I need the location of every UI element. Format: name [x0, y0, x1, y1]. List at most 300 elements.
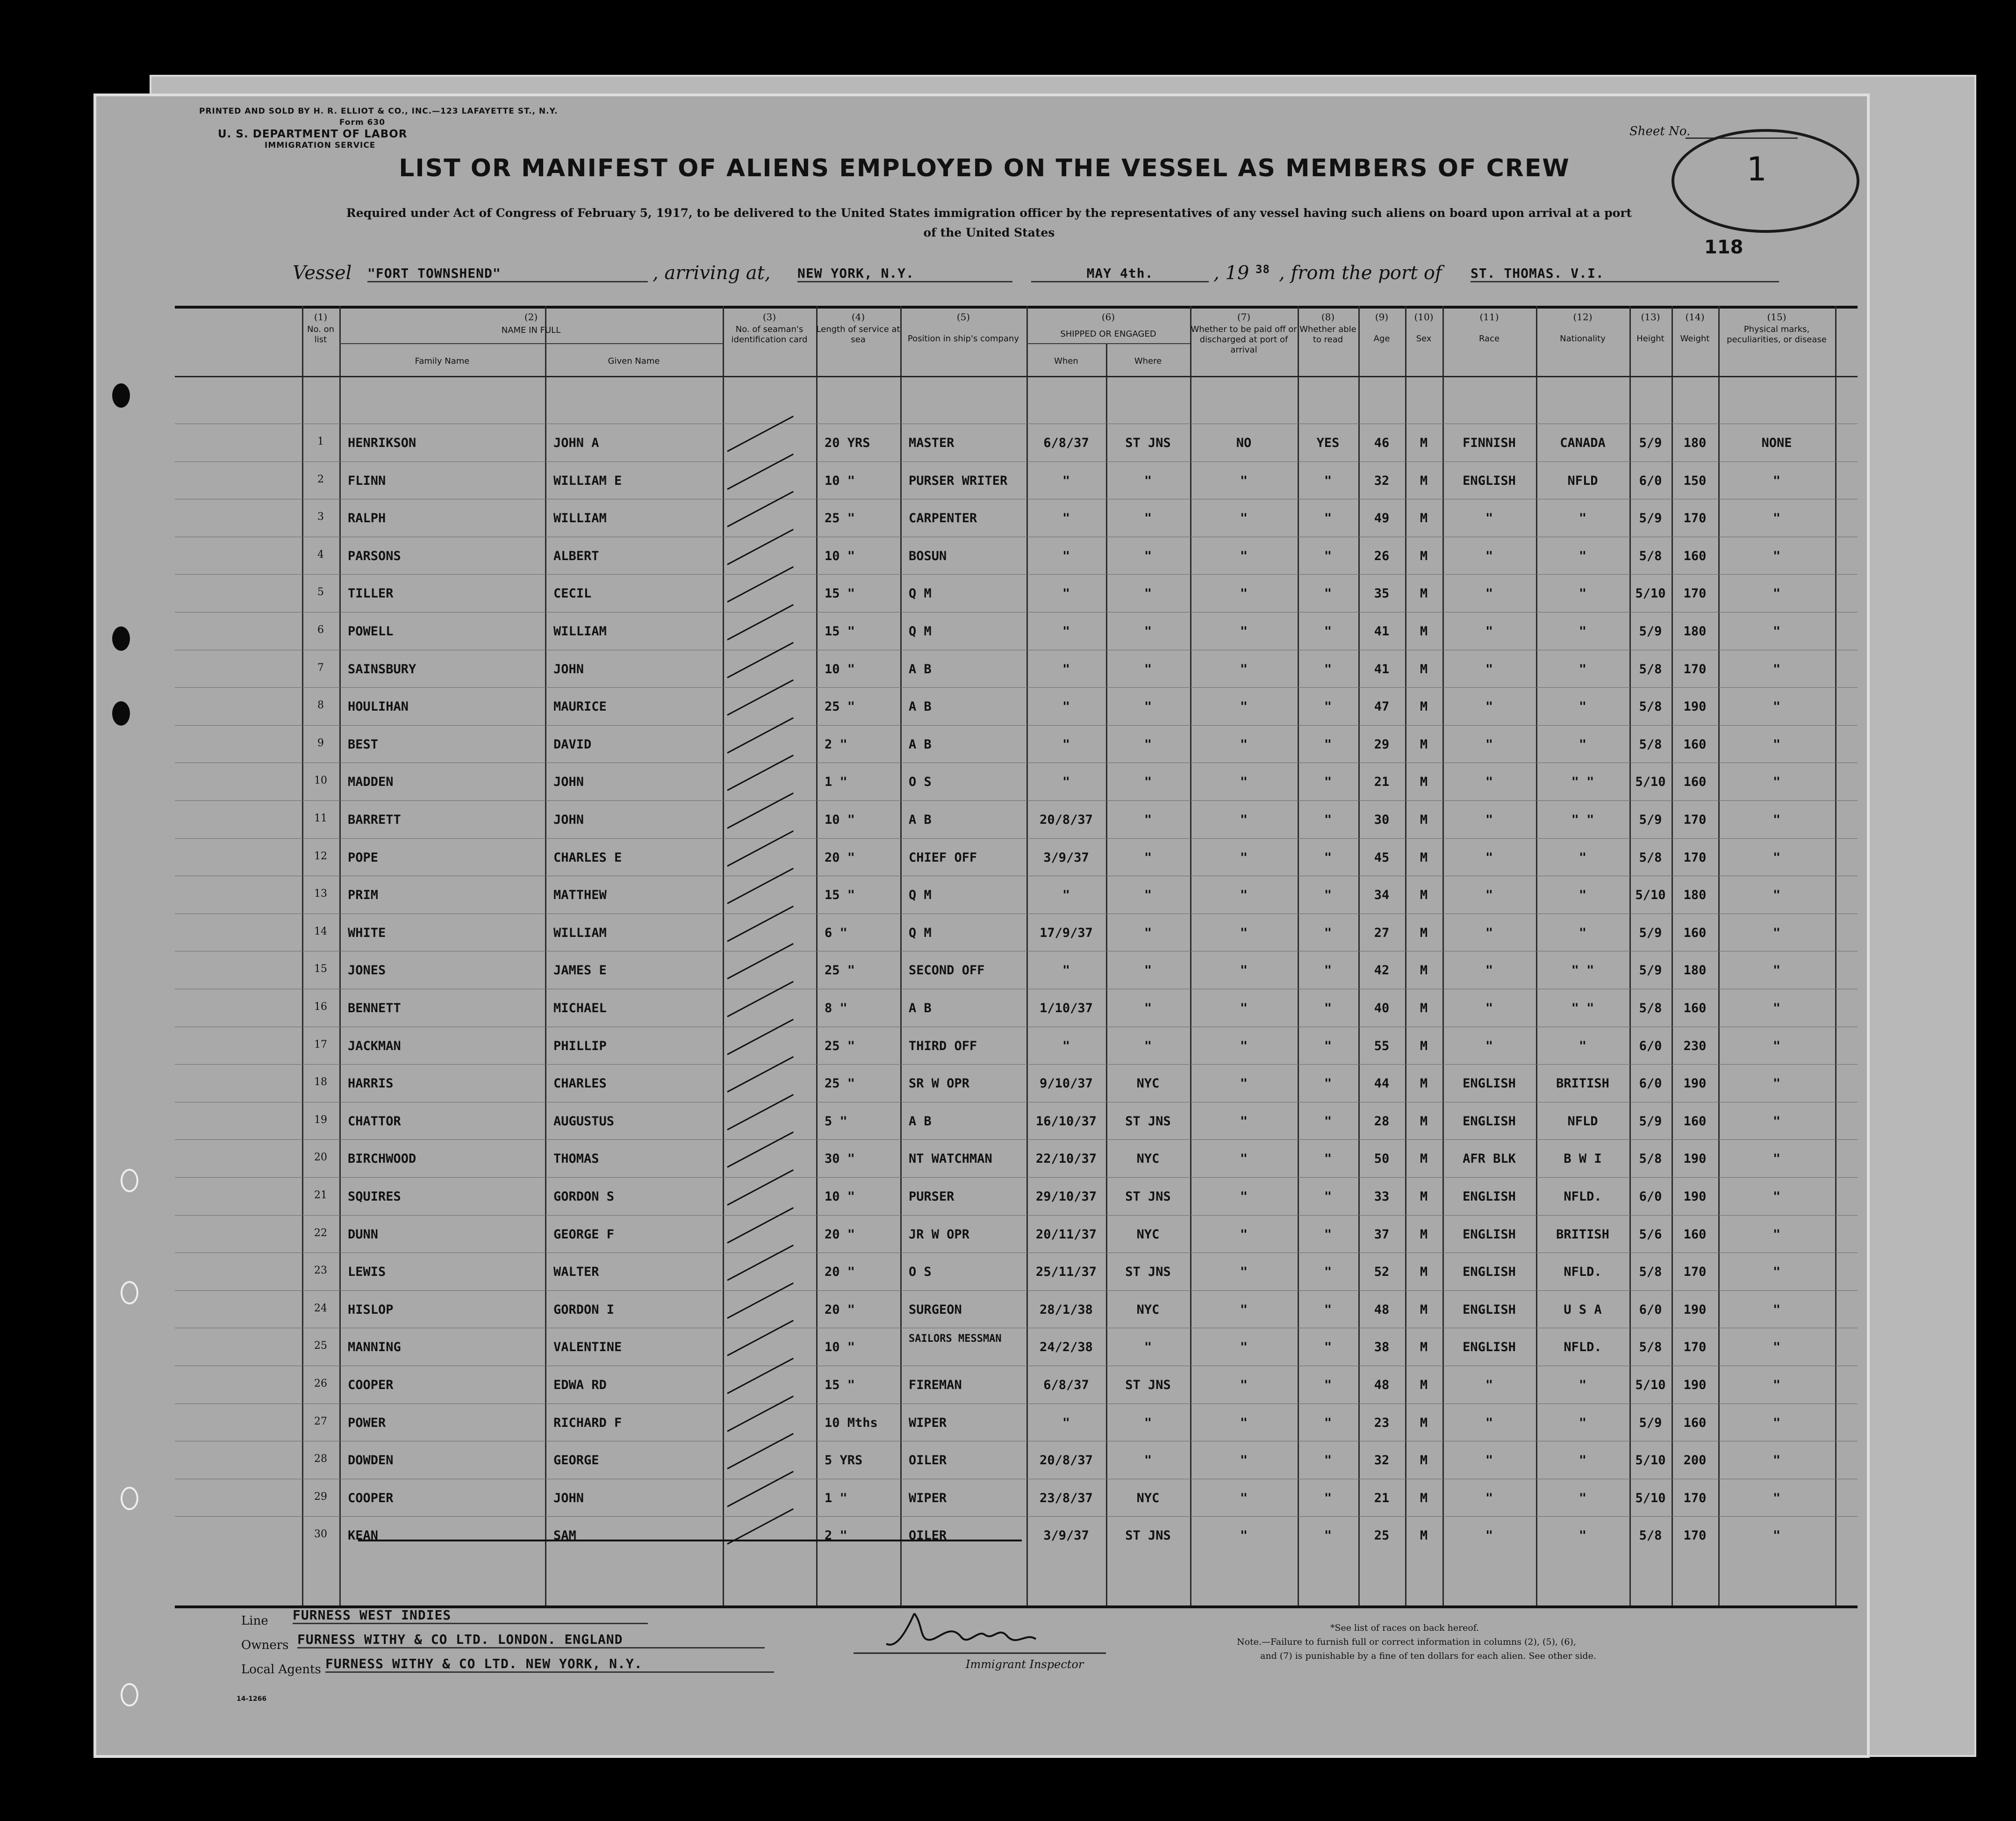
cell-when: 17/9/37	[1040, 925, 1093, 940]
cell-when: "	[1062, 1038, 1070, 1053]
cell-age: 34	[1374, 888, 1390, 903]
cell-nationality: "	[1578, 1528, 1587, 1543]
subtitle-line-2: of the United States	[923, 226, 1055, 239]
row-number: 30	[314, 1528, 327, 1540]
column-number: (13)	[1641, 311, 1660, 323]
cell-when: 1/10/37	[1040, 1001, 1093, 1015]
cell-when: 22/10/37	[1035, 1152, 1097, 1166]
cell-age: 41	[1374, 662, 1390, 677]
row-number: 29	[314, 1490, 327, 1503]
cell-nationality: "	[1578, 511, 1587, 526]
seaman-card-slash	[727, 830, 794, 867]
row-number: 5	[317, 586, 324, 598]
cell-nationality: U S A	[1564, 1302, 1602, 1317]
table-top-border	[175, 306, 1858, 309]
cell-paid: "	[1240, 1076, 1248, 1091]
column-header-length-service: Length of service at sea	[816, 324, 900, 345]
cell-read: "	[1324, 473, 1332, 488]
cell-given: GORDON I	[553, 1302, 615, 1317]
cell-where: "	[1144, 775, 1152, 790]
cell-position: BOSUN	[909, 548, 947, 563]
cell-paid: "	[1240, 511, 1248, 526]
row-rule	[175, 1064, 1858, 1065]
cell-read: "	[1324, 1114, 1332, 1129]
cell-height: 5/9	[1639, 1114, 1662, 1129]
cell-position: NT WATCHMAN	[909, 1152, 992, 1166]
cell-race: "	[1485, 1528, 1493, 1543]
cell-service: 30 "	[825, 1152, 855, 1166]
cell-read: "	[1324, 548, 1332, 563]
seaman-card-slash	[727, 1094, 794, 1130]
cell-age: 21	[1374, 775, 1390, 790]
year-suffix: 38	[1256, 263, 1270, 276]
cell-sex: M	[1420, 1415, 1428, 1430]
cell-service: 20 "	[825, 850, 855, 865]
from-label: , from the port of	[1279, 262, 1442, 284]
column-separator	[339, 306, 341, 1605]
column-header-height: Height	[1636, 334, 1664, 344]
cell-family: POWER	[348, 1415, 386, 1430]
cell-service: 20 "	[825, 1265, 855, 1280]
cell-weight: 170	[1683, 1528, 1707, 1543]
cell-marks: "	[1772, 1340, 1781, 1355]
row-number: 14	[314, 925, 327, 937]
cell-position: SECOND OFF	[909, 963, 985, 978]
cell-race: ENGLISH	[1463, 473, 1516, 488]
cell-given: WILLIAM	[553, 925, 607, 940]
cell-age: 37	[1374, 1227, 1390, 1242]
punch-hole	[112, 383, 130, 408]
cell-race: "	[1485, 1378, 1493, 1392]
cell-family: DOWDEN	[348, 1453, 394, 1468]
cell-nationality: "	[1578, 925, 1587, 940]
cell-given: WILLIAM	[553, 624, 607, 639]
cell-marks: "	[1772, 888, 1781, 903]
cell-weight: 180	[1683, 624, 1707, 639]
cell-given: GEORGE	[553, 1453, 599, 1468]
cell-service: 5 YRS	[825, 1453, 863, 1468]
cell-weight: 190	[1683, 1152, 1707, 1166]
row-number: 3	[317, 511, 324, 523]
cell-when: "	[1062, 737, 1070, 752]
column-number: (3)	[762, 311, 776, 323]
seaman-card-slash	[727, 679, 794, 716]
name-header-rule	[339, 343, 723, 344]
cell-sex: M	[1420, 1076, 1428, 1091]
cell-race: "	[1485, 925, 1493, 940]
column-separator	[302, 306, 303, 1605]
row-number: 21	[314, 1189, 327, 1201]
cell-height: 5/10	[1635, 888, 1666, 903]
cell-family: COOPER	[348, 1490, 394, 1505]
cell-paid: "	[1240, 1189, 1248, 1204]
row-rule	[175, 461, 1858, 462]
shipped-header-rule	[1026, 343, 1190, 344]
cell-where: "	[1144, 511, 1152, 526]
row-number: 8	[317, 699, 324, 712]
cell-weight: 180	[1683, 888, 1707, 903]
seaman-card-slash	[727, 491, 794, 527]
cell-paid: "	[1240, 548, 1248, 563]
cell-position: A B	[909, 662, 932, 677]
cell-position: SR W OPR	[909, 1076, 970, 1091]
cell-paid: "	[1240, 1038, 1248, 1053]
cell-age: 32	[1374, 473, 1390, 488]
cell-marks: "	[1772, 511, 1781, 526]
cell-given: WILLIAM	[553, 511, 607, 526]
cell-family: JONES	[348, 963, 386, 978]
seaman-card-slash	[727, 529, 794, 565]
cell-family: BENNETT	[348, 1001, 401, 1015]
cell-position: A B	[909, 699, 932, 714]
cell-sex: M	[1420, 1302, 1428, 1317]
column-number: (10)	[1414, 311, 1434, 323]
column-number: (12)	[1573, 311, 1593, 323]
cell-sex: M	[1420, 436, 1428, 450]
cell-race: "	[1485, 662, 1493, 677]
cell-read: "	[1324, 813, 1332, 827]
cell-age: 48	[1374, 1302, 1390, 1317]
cell-service: 25 "	[825, 1076, 855, 1091]
cell-height: 5/8	[1639, 1265, 1662, 1280]
cell-nationality: "	[1578, 548, 1587, 563]
column-number: (11)	[1479, 311, 1499, 323]
cell-family: SQUIRES	[348, 1189, 401, 1204]
cell-marks: "	[1772, 1076, 1781, 1091]
cell-family: BARRETT	[348, 813, 401, 827]
cell-given: WILLIAM E	[553, 473, 622, 488]
column-number: (4)	[851, 311, 865, 323]
column-separator	[1298, 306, 1299, 1605]
cell-given: PHILLIP	[553, 1038, 607, 1053]
cell-read: "	[1324, 1152, 1332, 1166]
column-separator	[1026, 306, 1028, 1605]
cell-weight: 160	[1683, 1001, 1707, 1015]
cell-nationality: "	[1578, 1415, 1587, 1430]
seaman-card-slash	[727, 1282, 794, 1319]
cell-sex: M	[1420, 1340, 1428, 1355]
cell-when: 6/8/37	[1043, 1378, 1089, 1392]
cell-paid: "	[1240, 662, 1248, 677]
cell-position: O S	[909, 1265, 932, 1280]
arrival-date: MAY 4th.	[1031, 266, 1209, 282]
cell-race: "	[1485, 888, 1493, 903]
arriving-label: , arriving at,	[653, 262, 771, 284]
cell-height: 6/0	[1639, 1302, 1662, 1317]
cell-height: 5/10	[1635, 586, 1666, 601]
cell-given: JOHN A	[553, 436, 599, 450]
local-agents-value: FURNESS WITHY & CO LTD. NEW YORK, N.Y.	[325, 1656, 774, 1673]
cell-sex: M	[1420, 925, 1428, 940]
cell-paid: NO	[1236, 436, 1252, 450]
cell-weight: 190	[1683, 1076, 1707, 1091]
cell-nationality: "	[1578, 699, 1587, 714]
cell-where: "	[1144, 586, 1152, 601]
column-number: (5)	[956, 311, 970, 323]
row-number: 20	[314, 1152, 327, 1164]
cell-where: "	[1144, 548, 1152, 563]
binder-ring-mark	[121, 1487, 138, 1510]
cell-marks: "	[1772, 1152, 1781, 1166]
column-separator	[1358, 306, 1360, 1605]
cell-marks: "	[1772, 1227, 1781, 1242]
cell-when: 9/10/37	[1040, 1076, 1093, 1091]
cell-given: EDWA RD	[553, 1378, 607, 1392]
cell-sex: M	[1420, 662, 1428, 677]
cell-age: 55	[1374, 1038, 1390, 1053]
cell-sex: M	[1420, 850, 1428, 865]
cell-paid: "	[1240, 699, 1248, 714]
cell-weight: 170	[1683, 1490, 1707, 1505]
cell-paid: "	[1240, 1265, 1248, 1280]
header-bottom-rule	[175, 376, 1858, 377]
cell-given: DAVID	[553, 737, 592, 752]
cell-nationality: CANADA	[1560, 436, 1606, 450]
cell-family: KEAN	[348, 1528, 379, 1543]
cell-weight: 160	[1683, 548, 1707, 563]
cell-given: SAM	[553, 1528, 576, 1543]
row-rule	[175, 1177, 1858, 1178]
cell-read: "	[1324, 511, 1332, 526]
cell-marks: "	[1772, 699, 1781, 714]
cell-race: ENGLISH	[1463, 1302, 1516, 1317]
row-number: 23	[314, 1265, 327, 1277]
cell-when: "	[1062, 473, 1070, 488]
row-number: 25	[314, 1340, 327, 1352]
cell-sex: M	[1420, 1528, 1428, 1543]
row-number: 27	[314, 1415, 327, 1427]
cell-where: NYC	[1136, 1490, 1160, 1505]
cell-paid: "	[1240, 1302, 1248, 1317]
vessel-name: "FORT TOWNSHEND"	[367, 266, 648, 282]
cell-age: 45	[1374, 850, 1390, 865]
seaman-card-slash	[727, 1207, 794, 1244]
cell-when: "	[1062, 662, 1070, 677]
cell-height: 5/8	[1639, 548, 1662, 563]
cell-sex: M	[1420, 1378, 1428, 1392]
column-header-given-name: Given Name	[608, 356, 660, 366]
cell-sex: M	[1420, 1265, 1428, 1280]
cell-nationality: "	[1578, 1490, 1587, 1505]
cell-position: OILER	[909, 1528, 947, 1543]
cell-family: MADDEN	[348, 775, 394, 790]
cell-sex: M	[1420, 1114, 1428, 1129]
cell-nationality: "	[1578, 586, 1587, 601]
end-of-list-rule	[358, 1540, 1022, 1541]
row-rule	[175, 800, 1858, 801]
cell-when: "	[1062, 775, 1070, 790]
seaman-card-slash	[727, 566, 794, 603]
cell-position: A B	[909, 737, 932, 752]
cell-read: "	[1324, 1189, 1332, 1204]
owners-label: Owners	[241, 1638, 289, 1652]
cell-nationality: "	[1578, 1038, 1587, 1053]
line-value: FURNESS WEST INDIES	[293, 1607, 648, 1624]
cell-service: 15 "	[825, 586, 855, 601]
seaman-card-slash	[727, 416, 794, 452]
cell-paid: "	[1240, 737, 1248, 752]
cell-where: "	[1144, 925, 1152, 940]
cell-sex: M	[1420, 586, 1428, 601]
owners-value: FURNESS WITHY & CO LTD. LONDON. ENGLAND	[297, 1632, 765, 1648]
cell-where: "	[1144, 1038, 1152, 1053]
cell-race: "	[1485, 586, 1493, 601]
cell-marks: "	[1772, 1415, 1781, 1430]
cell-marks: "	[1772, 473, 1781, 488]
cell-nationality: NFLD	[1567, 1114, 1598, 1129]
cell-family: BEST	[348, 737, 379, 752]
cell-when: 29/10/37	[1035, 1189, 1097, 1204]
cell-service: 10 "	[825, 1189, 855, 1204]
binder-ring-mark	[121, 1683, 138, 1706]
cell-position: A B	[909, 813, 932, 827]
cell-position: A B	[909, 1114, 932, 1129]
cell-where: "	[1144, 963, 1152, 978]
cell-where: "	[1144, 1340, 1152, 1355]
cell-age: 38	[1374, 1340, 1390, 1355]
seaman-card-slash	[727, 868, 794, 904]
cell-given: THOMAS	[553, 1152, 599, 1166]
cell-age: 33	[1374, 1189, 1390, 1204]
column-header-age: Age	[1373, 334, 1390, 344]
cell-read: "	[1324, 1528, 1332, 1543]
cell-when: "	[1062, 624, 1070, 639]
vessel-label: Vessel	[293, 262, 352, 284]
seaman-card-slash	[727, 1245, 794, 1281]
cell-when: 16/10/37	[1035, 1114, 1097, 1129]
cell-height: 6/0	[1639, 1038, 1662, 1053]
cell-age: 50	[1374, 1152, 1390, 1166]
seaman-card-slash	[727, 642, 794, 678]
cell-when: "	[1062, 586, 1070, 601]
row-number: 16	[314, 1001, 327, 1013]
cell-nationality: "	[1578, 662, 1587, 677]
cell-given: CECIL	[553, 586, 592, 601]
cell-where: NYC	[1136, 1076, 1160, 1091]
cell-height: 5/10	[1635, 1378, 1666, 1392]
cell-service: 1 "	[825, 775, 847, 790]
cell-when: 6/8/37	[1043, 436, 1089, 450]
cell-read: "	[1324, 963, 1332, 978]
inspector-label: Immigrant Inspector	[966, 1658, 1084, 1671]
cell-height: 5/8	[1639, 1152, 1662, 1166]
cell-age: 46	[1374, 436, 1390, 450]
races-note: *See list of races on back hereof.	[1330, 1623, 1479, 1633]
cell-race: ENGLISH	[1463, 1189, 1516, 1204]
cell-paid: "	[1240, 775, 1248, 790]
cell-where: "	[1144, 662, 1152, 677]
cell-marks: "	[1772, 1528, 1781, 1543]
cell-nationality: " "	[1571, 1001, 1594, 1015]
cell-age: 52	[1374, 1265, 1390, 1280]
cell-weight: 170	[1683, 850, 1707, 865]
cell-sex: M	[1420, 963, 1428, 978]
cell-paid: "	[1240, 813, 1248, 827]
seaman-card-slash	[727, 906, 794, 942]
cell-age: 29	[1374, 737, 1390, 752]
cell-race: ENGLISH	[1463, 1227, 1516, 1242]
cell-weight: 160	[1683, 737, 1707, 752]
cell-age: 42	[1374, 963, 1390, 978]
column-header-no-on-list: No. on list	[307, 324, 335, 345]
column-separator	[1718, 306, 1720, 1605]
cell-race: "	[1485, 511, 1493, 526]
page-title: LIST OR MANIFEST OF ALIENS EMPLOYED ON THE VESSEL AS MEMBERS OF CREW	[399, 154, 1570, 182]
cell-sex: M	[1420, 699, 1428, 714]
column-separator	[1442, 306, 1444, 1605]
cell-age: 49	[1374, 511, 1390, 526]
cell-read: "	[1324, 1490, 1332, 1505]
row-number: 28	[314, 1453, 327, 1465]
column-separator	[816, 306, 818, 1605]
cell-sex: M	[1420, 548, 1428, 563]
cell-nationality: "	[1578, 1453, 1587, 1468]
cell-nationality: BRITISH	[1556, 1076, 1609, 1091]
cell-age: 41	[1374, 624, 1390, 639]
cell-read: "	[1324, 1227, 1332, 1242]
cell-position: JR W OPR	[909, 1227, 970, 1242]
binder-ring-mark	[121, 1281, 138, 1304]
cell-marks: "	[1772, 925, 1781, 940]
cell-weight: 180	[1683, 436, 1707, 450]
cell-read: "	[1324, 737, 1332, 752]
cell-sex: M	[1420, 1038, 1428, 1053]
cell-age: 27	[1374, 925, 1390, 940]
cell-family: POPE	[348, 850, 379, 865]
cell-when: 20/8/37	[1040, 1453, 1093, 1468]
cell-when: 3/9/37	[1043, 850, 1089, 865]
penalty-note-line-1: Note.—Failure to furnish full or correct information in columns (2), (5), (6),	[1237, 1637, 1576, 1647]
cell-where: ST JNS	[1125, 1265, 1171, 1280]
seaman-card-slash	[727, 1433, 794, 1469]
cell-age: 40	[1374, 1001, 1390, 1015]
column-header-where: Where	[1134, 356, 1162, 366]
cell-where: "	[1144, 473, 1152, 488]
seaman-card-slash	[727, 1471, 794, 1507]
cell-height: 6/0	[1639, 1189, 1662, 1204]
cell-height: 5/10	[1635, 1453, 1666, 1468]
column-separator	[545, 306, 546, 1605]
cell-weight: 170	[1683, 813, 1707, 827]
cell-family: COOPER	[348, 1378, 394, 1392]
cell-sex: M	[1420, 624, 1428, 639]
column-header-seaman-card: No. of seaman's identification card	[731, 324, 808, 345]
cell-paid: "	[1240, 1114, 1248, 1129]
cell-given: ALBERT	[553, 548, 599, 563]
cell-weight: 160	[1683, 1415, 1707, 1430]
binder-ring-mark	[121, 1169, 138, 1192]
cell-height: 5/10	[1635, 1490, 1666, 1505]
column-number: (6)	[1101, 311, 1115, 323]
cell-height: 5/8	[1639, 699, 1662, 714]
cell-weight: 160	[1683, 775, 1707, 790]
cell-weight: 150	[1683, 473, 1707, 488]
cell-sex: M	[1420, 888, 1428, 903]
cell-race: "	[1485, 775, 1493, 790]
cell-family: LEWIS	[348, 1265, 386, 1280]
column-separator	[1672, 306, 1673, 1605]
cell-marks: "	[1772, 548, 1781, 563]
cell-weight: 190	[1683, 1189, 1707, 1204]
cell-age: 23	[1374, 1415, 1390, 1430]
cell-family: POWELL	[348, 624, 394, 639]
cell-age: 26	[1374, 548, 1390, 563]
column-header-when: When	[1054, 356, 1078, 366]
row-rule	[175, 725, 1858, 726]
cell-read: "	[1324, 850, 1332, 865]
from-port: ST. THOMAS. V.I.	[1471, 266, 1779, 282]
cell-height: 5/9	[1639, 511, 1662, 526]
